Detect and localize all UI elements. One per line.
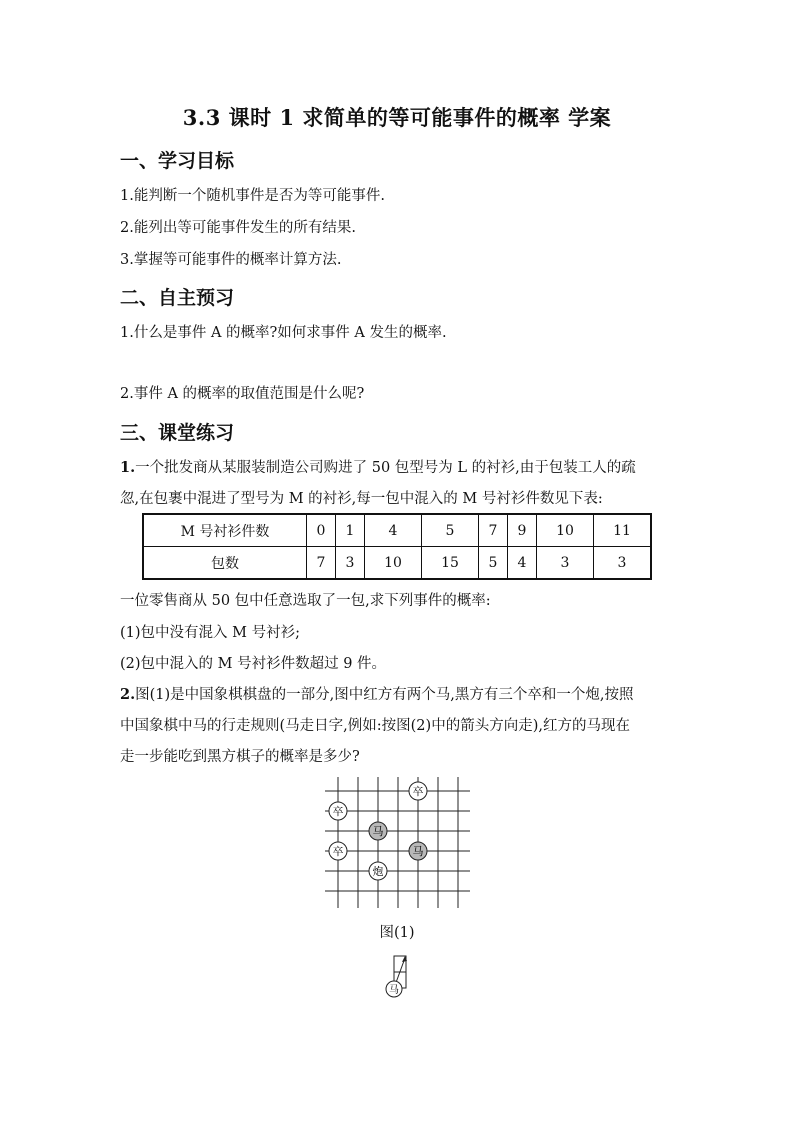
table-cell: 10 — [537, 514, 594, 547]
table-cell: 4 — [508, 547, 537, 580]
red-horse-piece — [386, 981, 402, 997]
section-heading-practice: 三、课堂练习 — [120, 422, 235, 444]
table-cell: 15 — [422, 547, 479, 580]
question-1-line-2: 忽,在包裹中混进了型号为 M 的衬衫,每一包中混入的 M 号衬衫件数见下表: — [120, 491, 603, 507]
table-cell: 11 — [594, 514, 652, 547]
black-soldier-piece — [409, 782, 427, 800]
question-1-prompt: 一位零售商从 50 包中任意选取了一包,求下列事件的概率: — [120, 593, 491, 609]
table-cell: 7 — [307, 547, 336, 580]
preview-item-2: 2.事件 A 的概率的取值范围是什么呢? — [120, 386, 365, 402]
table-cell: 7 — [479, 514, 508, 547]
question-2-line-3: 走一步能吃到黑方棋子的概率是多少? — [120, 749, 360, 765]
question-1-line-1: 1.一个批发商从某服装制造公司购进了 50 包型号为 L 的衬衫,由于包装工人的疏 — [120, 459, 636, 476]
question-1-sub-1: (1)包中没有混入 M 号衬衫; — [120, 625, 300, 641]
chessboard-figure — [320, 772, 480, 912]
goal-item-2: 2.能列出等可能事件发生的所有结果. — [120, 220, 356, 236]
question-2-line-1: 2.图(1)是中国象棋棋盘的一部分,图中红方有两个马,黑方有三个卒和一个炮,按照 — [120, 686, 634, 703]
page-title: 3.3 课时 1 求简单的等可能事件的概率 学案 — [182, 105, 612, 130]
table-cell: 3 — [537, 547, 594, 580]
table-row — [143, 514, 651, 547]
table-cell: 5 — [479, 547, 508, 580]
question-1-sub-2: (2)包中混入的 M 号衬衫件数超过 9 件。 — [120, 656, 387, 672]
svg-text:卒: 卒 — [332, 805, 344, 818]
table-cell: 10 — [365, 547, 422, 580]
black-soldier-piece — [329, 842, 347, 860]
table-row-header: 包数 — [143, 547, 307, 580]
section-heading-goals: 一、学习目标 — [120, 150, 235, 172]
black-cannon-piece — [369, 862, 387, 880]
shirt-count-table — [142, 513, 652, 580]
svg-text:马: 马 — [389, 985, 399, 996]
svg-text:马: 马 — [412, 845, 424, 858]
table-cell: 1 — [336, 514, 365, 547]
goal-item-1: 1.能判断一个随机事件是否为等可能事件. — [120, 188, 385, 204]
table-cell: 3 — [336, 547, 365, 580]
board-grid — [325, 777, 470, 908]
table-cell: 0 — [307, 514, 336, 547]
black-soldier-piece — [329, 802, 347, 820]
table-cell: 9 — [508, 514, 537, 547]
question-1-number: 1. — [120, 459, 136, 476]
section-heading-preview: 二、自主预习 — [120, 287, 235, 309]
question-2-line-2: 中国象棋中马的行走规则(马走日字,例如:按图(2)中的箭头方向走),红方的马现在 — [120, 718, 630, 734]
svg-text:炮: 炮 — [372, 865, 384, 878]
table-cell: 5 — [422, 514, 479, 547]
goal-item-3: 3.掌握等可能事件的概率计算方法. — [120, 252, 342, 268]
red-horse-piece — [409, 842, 427, 860]
svg-text:卒: 卒 — [412, 785, 424, 798]
horse-move-figure — [380, 952, 420, 1002]
preview-item-1: 1.什么是事件 A 的概率?如何求事件 A 发生的概率. — [120, 325, 447, 341]
table-cell: 3 — [594, 547, 652, 580]
red-horse-piece — [369, 822, 387, 840]
table-cell: 4 — [365, 514, 422, 547]
table-row — [143, 547, 651, 580]
svg-text:马: 马 — [372, 825, 384, 838]
figure-1-caption: 图(1) — [379, 925, 415, 941]
svg-text:卒: 卒 — [332, 845, 344, 858]
question-2-number: 2. — [120, 686, 136, 703]
table-row-header: M 号衬衫件数 — [143, 514, 307, 547]
